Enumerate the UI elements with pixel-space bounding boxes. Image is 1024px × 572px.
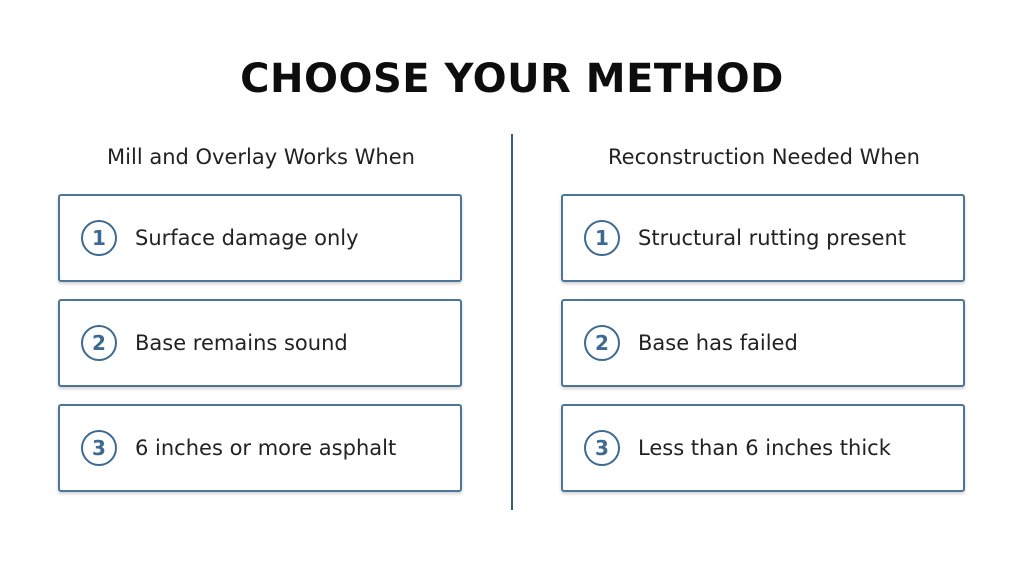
mill-overlay-column bbox=[58, 140, 464, 509]
number-badge: 3 bbox=[81, 430, 117, 466]
item-text: Base has failed bbox=[638, 331, 798, 355]
reconstruction-item-2 bbox=[561, 299, 965, 387]
reconstruction-item-3 bbox=[561, 404, 965, 492]
item-text: Structural rutting present bbox=[638, 226, 906, 250]
number-badge: 2 bbox=[584, 325, 620, 361]
mill-overlay-item-2 bbox=[58, 299, 462, 387]
item-text: Less than 6 inches thick bbox=[638, 436, 891, 460]
mill-overlay-heading: Mill and Overlay Works When bbox=[107, 145, 415, 169]
item-text: Base remains sound bbox=[135, 331, 348, 355]
number-badge: 2 bbox=[81, 325, 117, 361]
mill-overlay-item-3 bbox=[58, 404, 462, 492]
mill-overlay-item-1 bbox=[58, 194, 462, 282]
column-divider bbox=[511, 134, 513, 510]
reconstruction-heading: Reconstruction Needed When bbox=[608, 145, 920, 169]
page-title: CHOOSE YOUR METHOD bbox=[240, 56, 784, 102]
number-badge: 3 bbox=[584, 430, 620, 466]
reconstruction-item-1 bbox=[561, 194, 965, 282]
number-badge: 1 bbox=[81, 220, 117, 256]
number-badge: 1 bbox=[584, 220, 620, 256]
reconstruction-column bbox=[561, 140, 967, 509]
item-text: 6 inches or more asphalt bbox=[135, 436, 397, 460]
item-text: Surface damage only bbox=[135, 226, 359, 250]
